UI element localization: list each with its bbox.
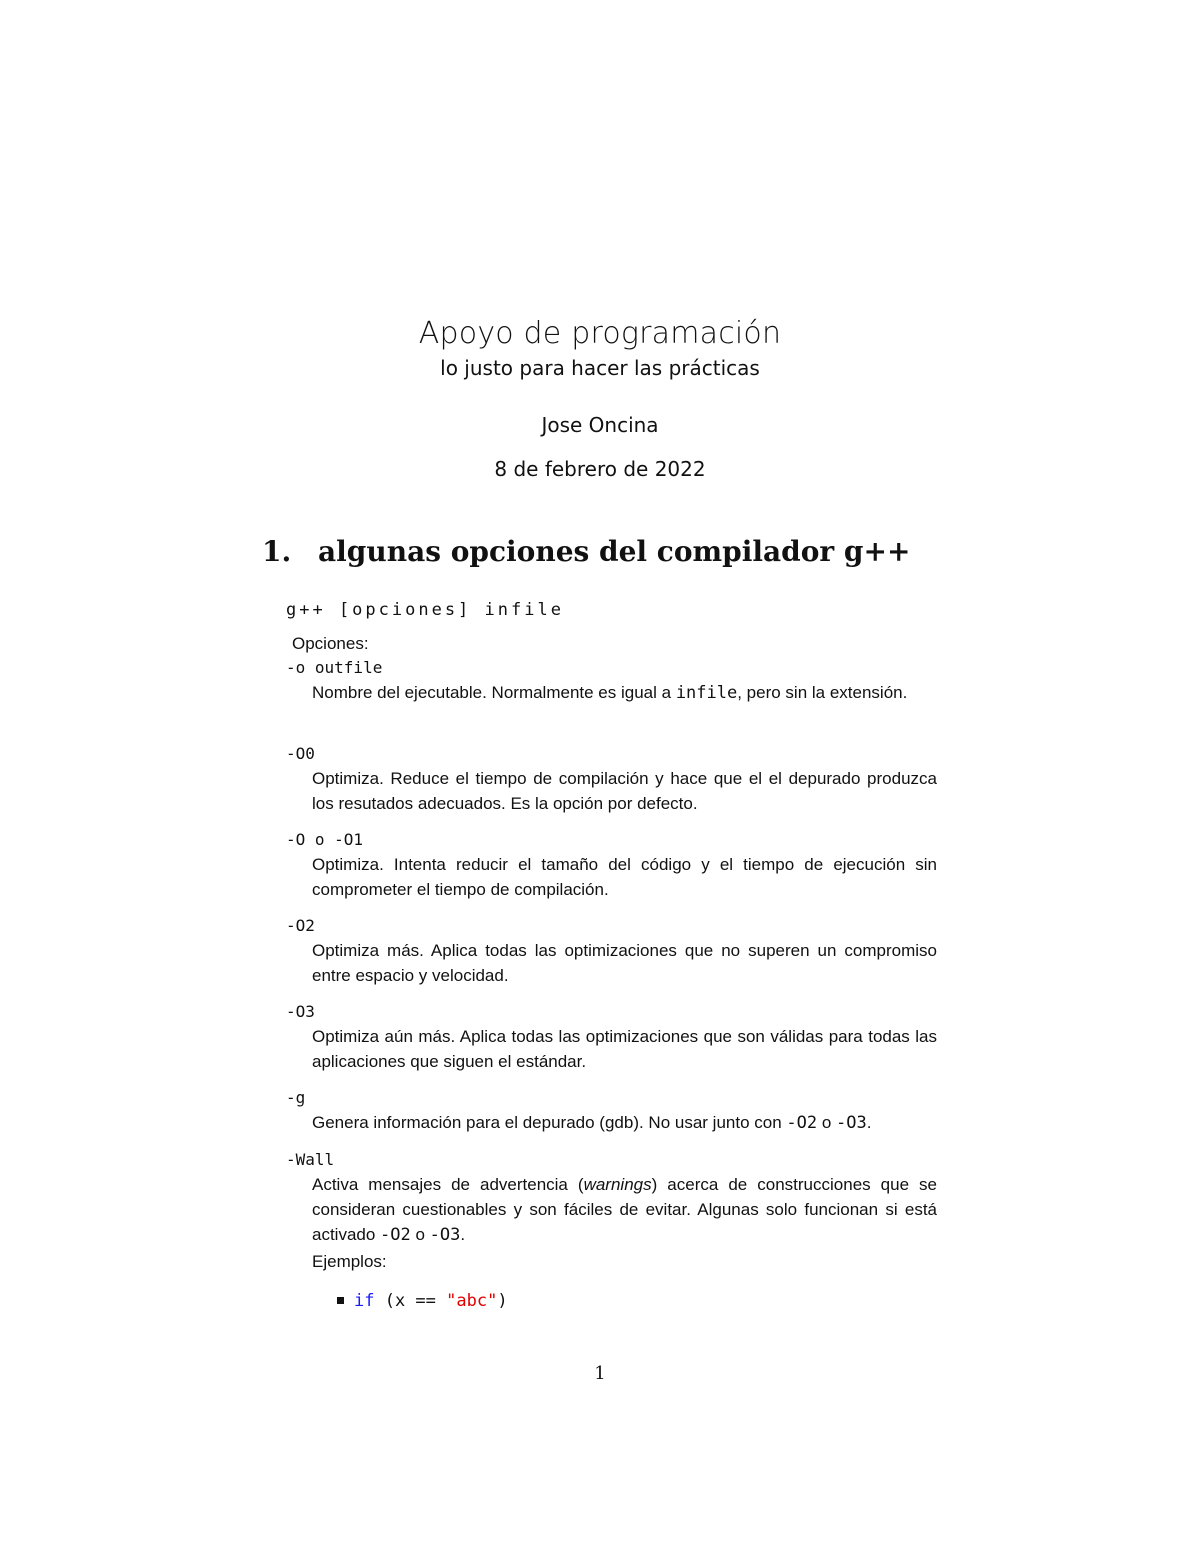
document-author: Jose Oncina — [541, 413, 659, 437]
document-subtitle: lo justo para hacer las prácticas — [440, 356, 760, 380]
options-label: Opciones: — [292, 634, 369, 653]
option-term-g: -g — [286, 1088, 306, 1107]
option-term-o: -o outfile — [286, 658, 383, 677]
page-number: 1 — [594, 1363, 606, 1384]
option-desc-o1: Optimiza. Intenta reducir el tamaño del código y el tiempo de ejecución sin comprometer el tiempo de compilación. — [312, 855, 937, 899]
section-number: 1. — [262, 535, 292, 568]
option-desc-o2: Optimiza más. Aplica todas las optimizaciones que no superen un compromiso entre espacio y velocidad. — [312, 941, 937, 985]
emphasis-warnings: warnings — [583, 1175, 652, 1194]
examples-label: Ejemplos: — [312, 1252, 387, 1271]
option-term-o3: -O3 — [286, 1002, 315, 1021]
inline-code-infile: infile — [675, 683, 738, 703]
option-term-o2: -O2 — [286, 916, 315, 935]
section-title: algunas opciones del compilador g++ — [318, 535, 911, 568]
usage-line: g++ [opciones] infile — [286, 600, 564, 620]
document-date: 8 de febrero de 2022 — [494, 457, 706, 481]
code-keyword: if — [354, 1291, 375, 1311]
option-desc-o3: Optimiza aún más. Aplica todas las optimizaciones que son válidas para todas las aplicaciones que siguen el estándar. — [312, 1027, 937, 1071]
option-term-wall: -Wall — [286, 1150, 335, 1169]
option-term-o1: -O o -O1 — [286, 830, 364, 849]
option-desc-g: Genera información para el depurado (gdb). No usar junto con -O2 o -O3. — [312, 1113, 872, 1133]
example-code-line: if (x == "abc") — [354, 1291, 508, 1311]
option-desc-o: Nombre del ejecutable. Normalmente es igual a infile, pero sin la extensión. — [312, 683, 908, 703]
option-desc-o0: Optimiza. Reduce el tiempo de compilación y hace que el el depurado produzca los resutados adecuados. Es la opción por defecto. — [312, 769, 937, 813]
option-term-o0: -O0 — [286, 744, 315, 763]
section-heading — [262, 532, 910, 572]
code-string: "abc" — [446, 1291, 498, 1311]
list-bullet — [337, 1297, 344, 1304]
document-title: Apoyo de programación — [418, 316, 782, 351]
option-desc-wall: Activa mensajes de advertencia (warnings) acerca de construcciones que se consideran cuestionables y son fáciles de evitar. Algunas solo funcionan si está activado -O2 o -O3. — [312, 1175, 938, 1245]
